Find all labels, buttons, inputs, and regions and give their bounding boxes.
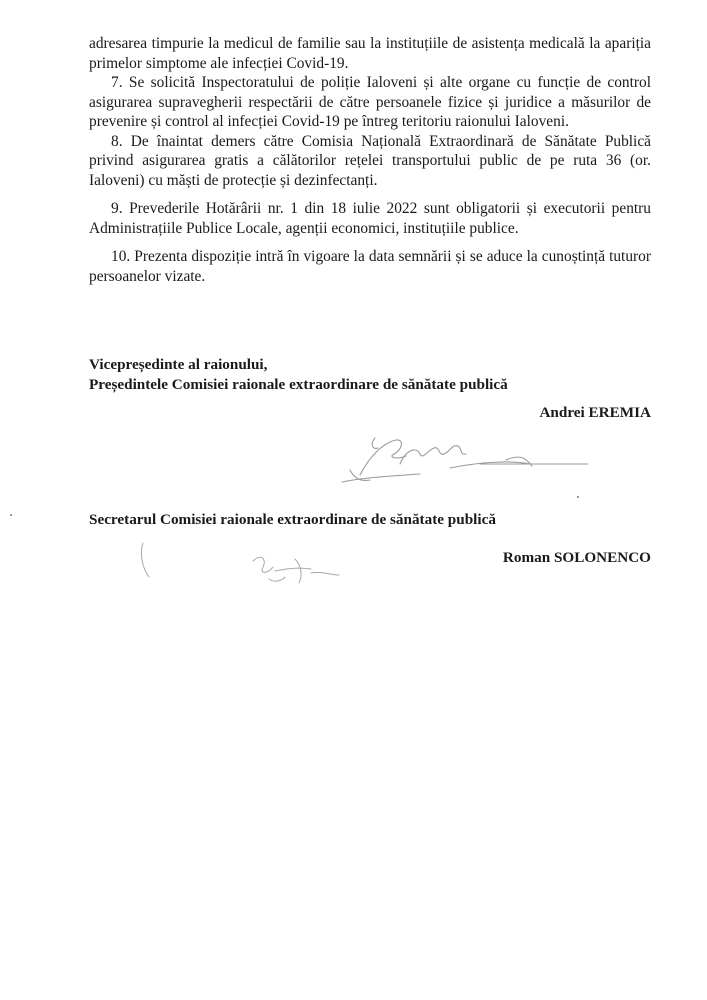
document-body <box>89 34 651 286</box>
item-number: 10. <box>111 248 131 265</box>
paragraph-item-9 <box>89 199 651 238</box>
scan-speck <box>577 496 579 498</box>
signatory-2-title: Secretarul Comisiei raionale extraordinare de sănătate publică <box>89 511 496 528</box>
item-number: 9. <box>111 200 123 217</box>
signatory-2-name: Roman SOLONENCO <box>502 549 651 566</box>
paragraph-item-8 <box>89 132 651 191</box>
signatory-block-1 <box>89 355 651 423</box>
item-text: Prevederile Hotărârii nr. 1 din 18 iulie 2022 sunt obligatorii și executorii pentru Administrațiile Publice Locale, agenții economici, instituțiile publice. <box>89 200 651 237</box>
item-number: 8. <box>111 132 123 150</box>
paragraph-item-10 <box>89 247 651 286</box>
signatory-1-title-line2: Președintele Comisiei raionale extraordinare de sănătate publică <box>89 376 508 393</box>
signature-1 <box>330 420 590 500</box>
signature-2 <box>135 525 395 605</box>
signatory-1-name: Andrei EREMIA <box>539 404 651 421</box>
paragraph-item-7 <box>89 73 651 132</box>
item-text: Se solicită Inspectoratului de poliție Ialoveni și alte organe cu funcție de control asigurarea supravegherii respectării de către persoanele fizice și juridice a măsurilor de prevenire și control al infecției Covid-19 pe întreg teritoriu raionului Ialoveni. <box>89 74 651 130</box>
paragraph-continuation: adresarea timpurie la medicul de familie sau la instituțiile de asistența medicală la apariția primelor simptome ale infecției Covid-19. <box>89 35 651 72</box>
item-text: De înaintat demers către Comisia Națională Extraordinară de Sănătate Publică privind asigurarea gratis a călătorilor rețelei transportului public de pe ruta 36 (or. Ialoveni) cu măști de protecție și dezinfectanți. <box>89 132 651 189</box>
scan-speck <box>10 514 12 516</box>
item-number: 7. <box>111 74 123 91</box>
signatory-1-title-line1: Vicepreședinte al raionului, <box>89 356 268 373</box>
item-text: Prezenta dispoziție intră în vigoare la data semnării și se aduce la cunoștință tuturor persoanelor vizate. <box>89 248 651 285</box>
